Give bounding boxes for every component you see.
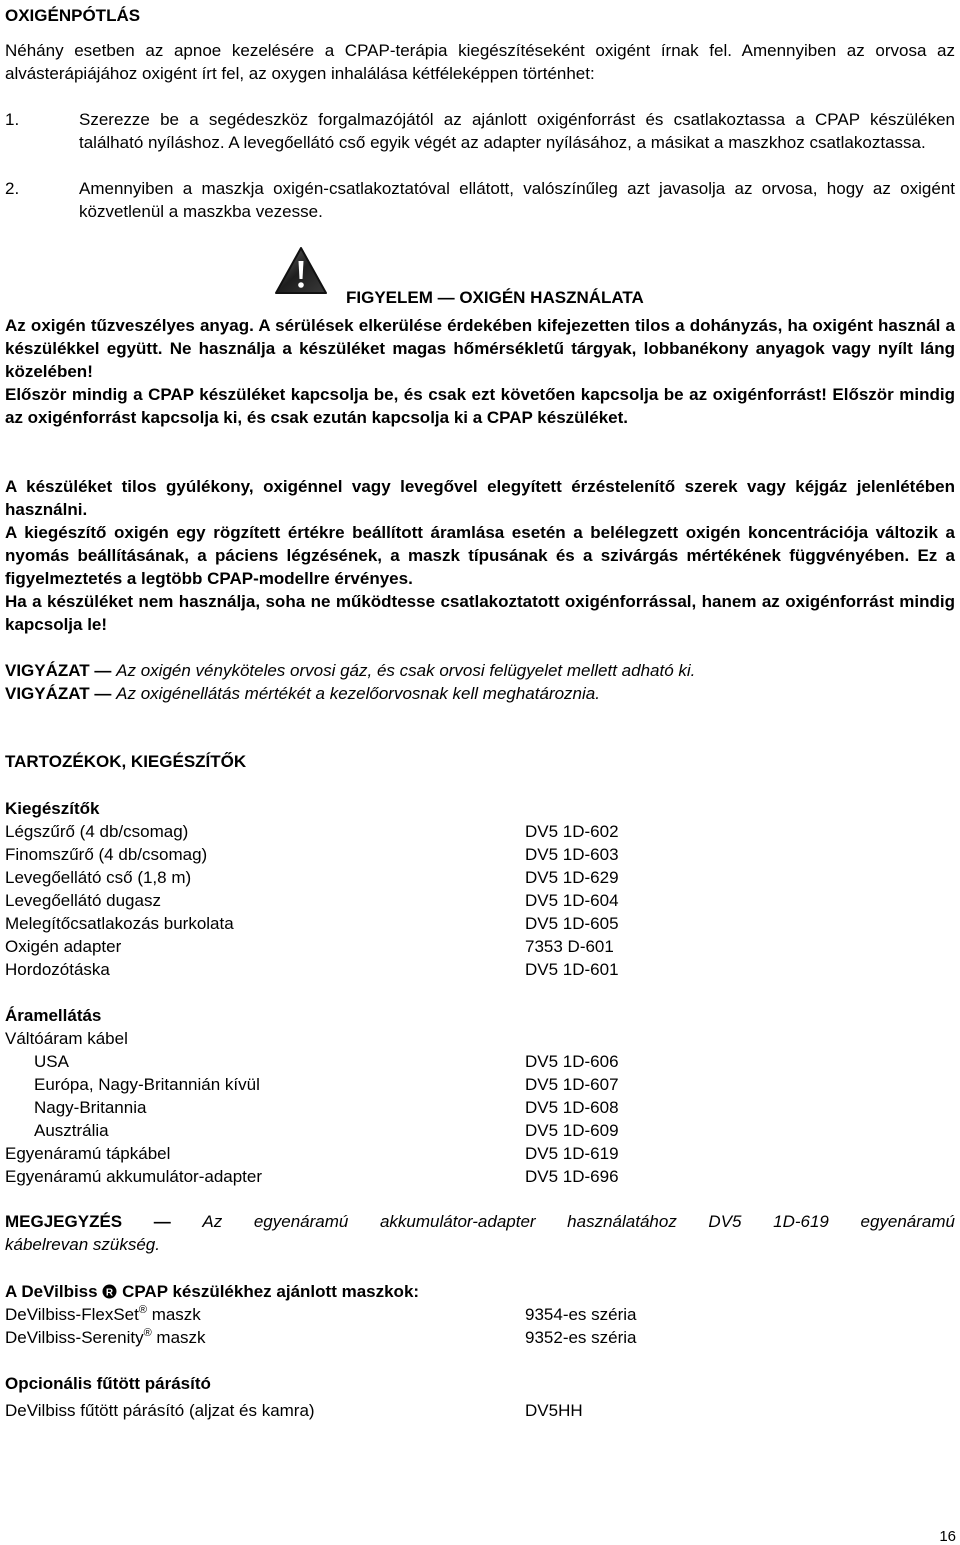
caution-text: Az oxigén vényköteles orvosi gáz, és csak orvosi felügyelet mellett adható ki. xyxy=(116,661,696,680)
registered-icon xyxy=(102,1284,117,1299)
step-number: 2. xyxy=(5,179,20,198)
accessory-code: DV5 1D-604 xyxy=(525,891,619,910)
subsection-title-power: Áramellátás xyxy=(5,1006,102,1025)
step-number: 1. xyxy=(5,110,20,129)
accessory-code: DV5 1D-602 xyxy=(525,822,619,841)
oxygen-step-1 xyxy=(5,108,955,154)
caution-text: Az oxigénellátás mértékét a kezelőorvosnak kell meghatároznia. xyxy=(116,684,600,703)
accessory-name: Hordozótáska xyxy=(5,960,110,979)
power-item-code: DV5 1D-696 xyxy=(525,1167,619,1186)
mask-reg: ® xyxy=(143,1327,152,1339)
caution-2 xyxy=(5,682,955,705)
accessory-code: DV5 1D-601 xyxy=(525,960,619,979)
caution-label: VIGYÁZAT — xyxy=(5,661,112,680)
section-title-accessories: TARTOZÉKOK, KIEGÉSZÍTŐK xyxy=(5,752,247,771)
accessory-code: DV5 1D-603 xyxy=(525,845,619,864)
accessory-name: Finomszűrő (4 db/csomag) xyxy=(5,845,208,864)
mask-code: 9352-es széria xyxy=(525,1328,637,1347)
mask-name-b: maszk xyxy=(151,1305,201,1324)
oxygen-intro: Néhány esetben az apnoe kezelésére a CPAP-terápia kiegészítéseként oxigént írnak fel. Amennyiben az orvosa az alvásterápiájához oxigént írt fel, az oxygen inhalálása kétféleképpen történhet: xyxy=(5,41,955,83)
humidifier-title: Opcionális fűtött párásító xyxy=(5,1374,211,1393)
warning-paragraph-3: A készüléket tilos gyúlékony, oxigénnel vagy levegővel elegyített érzéstelenítő szerek vagy kéjgáz jelenlétében használni. xyxy=(5,477,955,519)
subsection-title-kiegeszitok: Kiegészítők xyxy=(5,799,100,818)
note-label: MEGJEGYZÉS — xyxy=(5,1212,171,1231)
mask-name-a: DeVilbiss-Serenity xyxy=(5,1328,144,1347)
power-item-code: DV5 1D-608 xyxy=(525,1098,619,1117)
power-item-code: DV5 1D-609 xyxy=(525,1121,619,1140)
accessory-code: 7353 D-601 xyxy=(525,937,614,956)
power-item-name: Európa, Nagy-Britannián kívül xyxy=(34,1075,260,1094)
masks-title-a: A DeVilbiss xyxy=(5,1282,98,1301)
humidifier-name: DeVilbiss fűtött párásító (aljzat és kamra) xyxy=(5,1401,315,1420)
power-subheading: Váltóáram kábel xyxy=(5,1029,128,1048)
section-title-oxygen: OXIGÉNPÓTLÁS xyxy=(5,6,141,25)
accessory-name: Levegőellátó dugasz xyxy=(5,891,161,910)
mask-reg: ® xyxy=(138,1304,147,1316)
note xyxy=(5,1210,955,1256)
warning-paragraph-4: A kiegészítő oxigén egy rögzített értékre beállított áramlása esetén a belélegzett oxigén koncentrációja változik a nyomás beállításának, a páciens légzésének, a maszk típusának és a szivárgás mértékének függvényében. Ez a figyelmeztetés a legtöbb CPAP-modellre érvényes. xyxy=(5,523,955,588)
humidifier-code: DV5HH xyxy=(525,1401,583,1420)
step-text: Szerezze be a segédeszköz forgalmazójától az ajánlott oxigénforrást és csatlakoztassa a CPAP készüléken található nyíláshoz. A levegőellátó cső egyik végét az adapter nyílásához, a másikat a maszkhoz csatlakoztassa. xyxy=(79,110,955,152)
mask-name xyxy=(5,1303,201,1326)
power-item-name: Nagy-Britannia xyxy=(34,1098,147,1117)
accessory-code: DV5 1D-605 xyxy=(525,914,619,933)
accessory-name: Levegőellátó cső (1,8 m) xyxy=(5,868,192,887)
warning-triangle-icon xyxy=(274,246,328,296)
step-text: Amennyiben a maszkja oxigén-csatlakoztatóval ellátott, valószínűleg azt javasolja az orvosa, hogy az oxigént közvetlenül a maszkba vezesse. xyxy=(79,179,955,221)
accessory-code: DV5 1D-629 xyxy=(525,868,619,887)
mask-name-a: DeVilbiss-FlexSet xyxy=(5,1305,139,1324)
warning-paragraph-2: Először mindig a CPAP készüléket kapcsolja be, és csak ezt követően kapcsolja be az oxigénforrást! Először mindig az oxigénforrást kapcsolja ki, és csak ezután kapcsolja ki a CPAP készüléket. xyxy=(5,385,955,427)
masks-title-b: CPAP készülékhez ajánlott maszkok: xyxy=(122,1282,420,1301)
warning-paragraph-5: Ha a készüléket nem használja, soha ne működtesse csatlakoztatott oxigénforrással, hanem az oxigénforrást mindig kapcsolja le! xyxy=(5,592,955,634)
warning-heading: FIGYELEM — OXIGÉN HASZNÁLATA xyxy=(346,288,644,307)
power-item-name: Egyenáramú akkumulátor-adapter xyxy=(5,1167,263,1186)
mask-name xyxy=(5,1326,206,1349)
note-text-line-2: kábelrevan szükség. xyxy=(5,1235,160,1254)
caution-label: VIGYÁZAT — xyxy=(5,684,112,703)
power-item-name: Egyenáramú tápkábel xyxy=(5,1144,171,1163)
warning-paragraph-1: Az oxigén tűzveszélyes anyag. A sérülések elkerülése érdekében kifejezetten tilos a dohányzás, ha oxigént használ a készülékkel együtt. Ne használja a készüléket magas hőmérsékletű tárgyak, lobbanékony anyagok vagy nyílt láng közelében! xyxy=(5,316,955,381)
mask-name-b: maszk xyxy=(156,1328,206,1347)
power-item-code: DV5 1D-606 xyxy=(525,1052,619,1071)
power-item-code: DV5 1D-607 xyxy=(525,1075,619,1094)
svg-text:R: R xyxy=(106,1287,114,1299)
oxygen-step-2 xyxy=(5,177,955,223)
power-item-code: DV5 1D-619 xyxy=(525,1144,619,1163)
note-text-line-1: Az egyenáramú akkumulátor-adapter használatához DV5 1D-619 egyenáramú xyxy=(202,1212,955,1231)
page-number: 16 xyxy=(939,1528,956,1545)
accessory-name: Légszűrő (4 db/csomag) xyxy=(5,822,189,841)
accessory-name: Melegítőcsatlakozás burkolata xyxy=(5,914,234,933)
power-item-name: Ausztrália xyxy=(34,1121,109,1140)
masks-title xyxy=(5,1280,955,1303)
caution-1 xyxy=(5,659,955,682)
mask-code: 9354-es széria xyxy=(525,1305,637,1324)
accessory-name: Oxigén adapter xyxy=(5,937,122,956)
power-item-name: USA xyxy=(34,1052,69,1071)
